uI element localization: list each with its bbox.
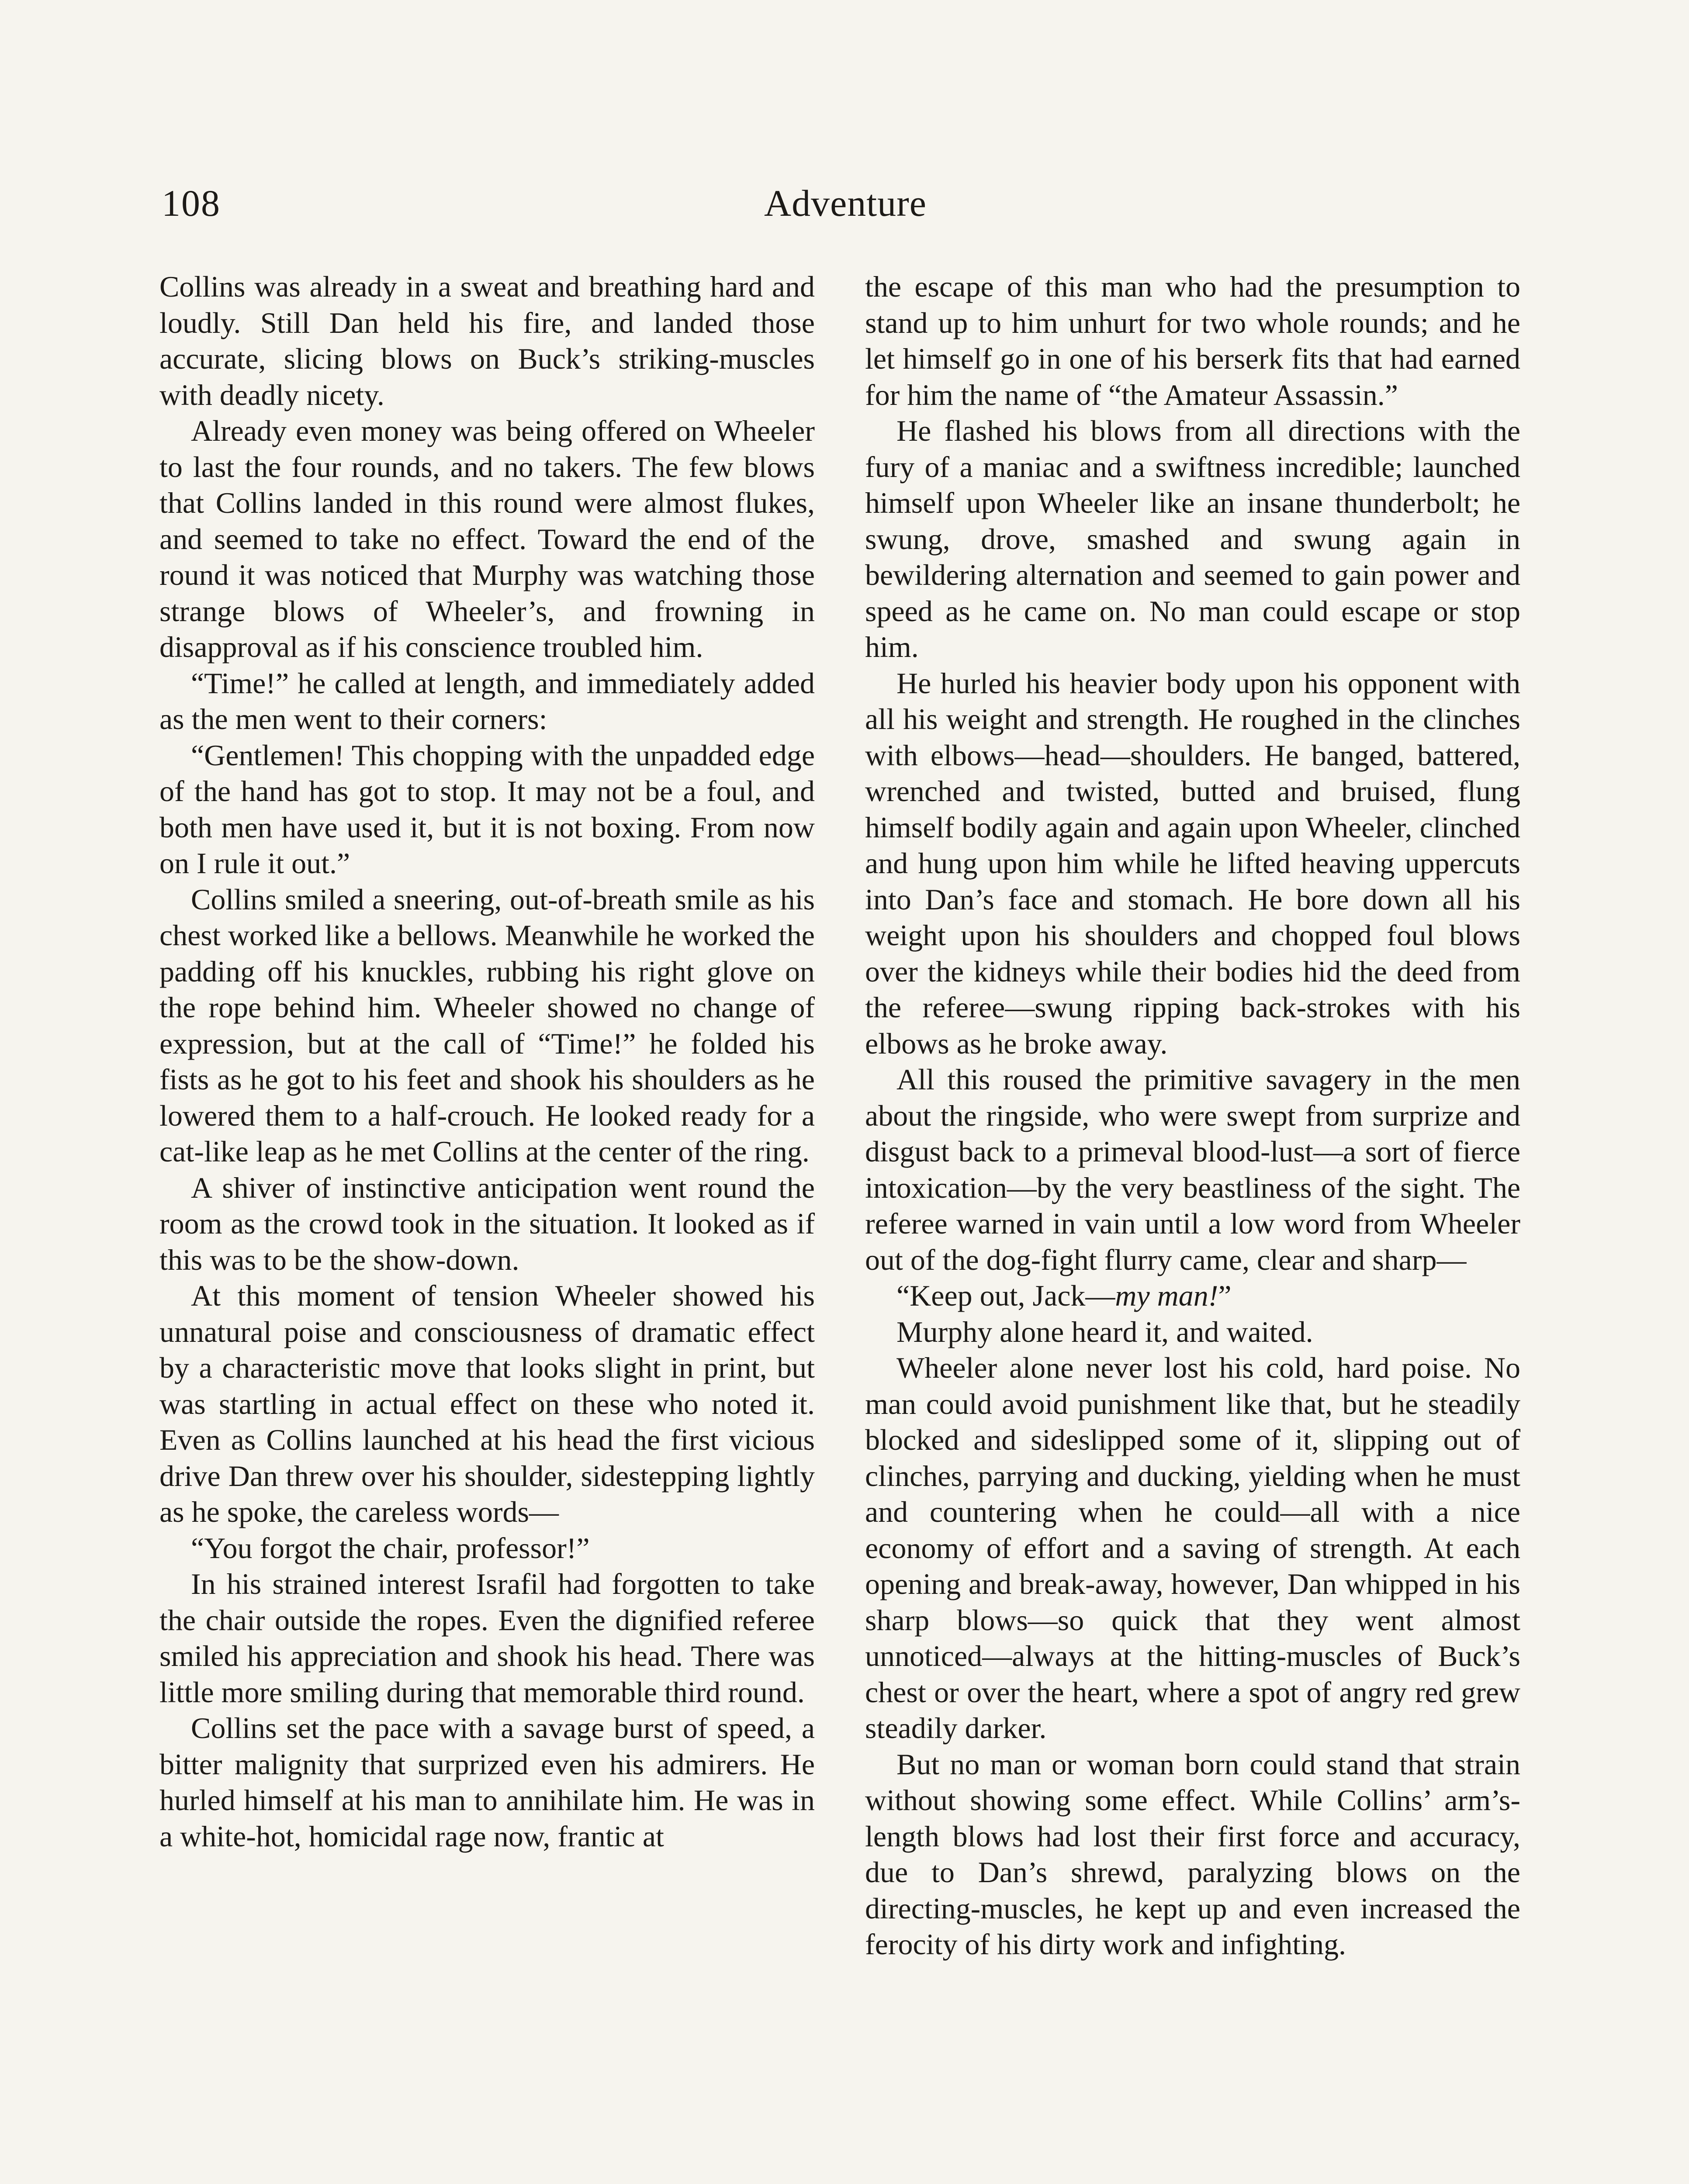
page-number: 108	[162, 182, 221, 224]
paragraph: In his strained interest Israfil had forgotten to take the chair outside the ropes. Even the dignified referee smiled his appreciation and shook his head. There was little more smiling during that memorable third round.	[159, 1567, 815, 1709]
dialogue-italic: my man!	[1115, 1279, 1218, 1312]
paragraph: Already even money was being offered on Wheeler to last the four rounds, and no takers. The few blows that Collins landed in this round were almost flukes, and seemed to take no effect. Toward the end of the round it was noticed that Murphy was watching those strange blows of Wheeler’s, and frowning in disapproval as if his conscience troubled him.	[159, 414, 815, 663]
paragraph: Collins was already in a sweat and breathing hard and loudly. Still Dan held his fire, and landed those accurate, slicing blows on Buck’s striking-muscles with deadly nicety.	[159, 270, 815, 411]
paragraph: “You forgot the chair, professor!”	[191, 1531, 590, 1565]
paragraph: “Time!” he called at length, and immediately added as the men went to their corners:	[159, 666, 815, 736]
paragraph: Collins smiled a sneering, out-of-breath smile as his chest worked like a bellows. Meanwhile he worked the padding off his knuckles, rubbing his right glove on the rope behind him. Wheeler showed no change of expression, but at the call of “Time!” he folded his fists as he got to his feet and shook his shoulders as he lowered them to a half-crouch. He looked ready for a cat-like leap as he met Collins at the center of the ring.	[159, 882, 815, 1168]
paragraph: He hurled his heavier body upon his opponent with all his weight and strength. He roughed in the clinches with elbows—head—shoulders. He banged, battered, wrenched and twisted, butted and bruised, flung himself bodily again and again upon Wheeler, clinched and hung upon him while he lifted heaving uppercuts into Dan’s face and stomach. He bore down all his weight upon his shoulders and chopped foul blows over the kidneys while their bodies hid the deed from the referee—swung ripping back-strokes with his elbows as he broke away.	[865, 666, 1520, 1060]
page-header	[162, 177, 1529, 234]
paragraph: “Gentlemen! This chopping with the unpadded edge of the hand has got to stop. It may not be a foul, and both men have used it, but it is not boxing. From now on I rule it out.”	[159, 738, 815, 880]
paragraph: But no man or woman born could stand that strain without showing some effect. While Collins’ arm’s-length blows had lost their first force and accuracy, due to Dan’s shrewd, paralyzing blows on the directing-muscles, he kept up and even increased the ferocity of his dirty work and infighting.	[865, 1747, 1520, 1961]
right-column	[865, 269, 1520, 1963]
paragraph: Wheeler alone never lost his cold, hard poise. No man could avoid punishment like that, but he steadily blocked and sideslipped some of it, slipping out of clinches, parrying and ducking, yielding when he must and countering when he could—all with a nice economy of effort and a saving of strength. At each opening and break-away, however, Dan whipped in his sharp blows—so quick that they went almost unnoticed—always at the hitting-muscles of Buck’s chest or over the heart, where a spot of angry red grew steadily darker.	[865, 1351, 1520, 1745]
paragraph: A shiver of instinctive anticipation went round the room as the crowd took in the situation. It looked as if this was to be the show-down.	[159, 1171, 815, 1276]
dialogue-close-quote: ”	[1218, 1279, 1232, 1312]
paragraph: All this roused the primitive savagery in the men about the ringside, who were swept from surprize and disgust back to a primeval blood-lust—a sort of fierce intoxication—by the very beastliness of the sight. The referee warned in vain until a low word from Wheeler out of the dog-fight flurry came, clear and sharp—	[865, 1063, 1520, 1276]
dialogue-paragraph	[865, 1278, 1520, 1314]
dialogue-text: “Keep out, Jack—	[896, 1279, 1115, 1312]
paragraph: the escape of this man who had the presumption to stand up to him unhurt for two whole rounds; and he let himself go in one of his berserk fits that had earned for him the name of “the Amateur Assassin.”	[865, 270, 1520, 411]
paragraph: He flashed his blows from all directions with the fury of a maniac and a swiftness incredible; launched himself upon Wheeler like an insane thunderbolt; he swung, drove, smashed and swung again in bewildering alternation and seemed to gain power and speed as he came on. No man could escape or stop him.	[865, 414, 1520, 663]
left-column	[159, 269, 815, 1854]
paragraph: At this moment of tension Wheeler showed his unnatural poise and consciousness of dramatic effect by a characteristic move that looks slight in print, but was startling in actual effect on these who noted it. Even as Collins launched at his head the first vicious drive Dan threw over his shoulder, sidestepping lightly as he spoke, the careless words—	[159, 1279, 815, 1528]
paragraph: Collins set the pace with a savage burst of speed, a bitter malignity that surprized even his admirers. He hurled himself at his man to annihilate him. He was in a white-hot, homicidal rage now, frantic at	[159, 1711, 815, 1853]
running-title: Adventure	[764, 182, 927, 224]
paragraph: Murphy alone heard it, and waited.	[896, 1315, 1313, 1348]
